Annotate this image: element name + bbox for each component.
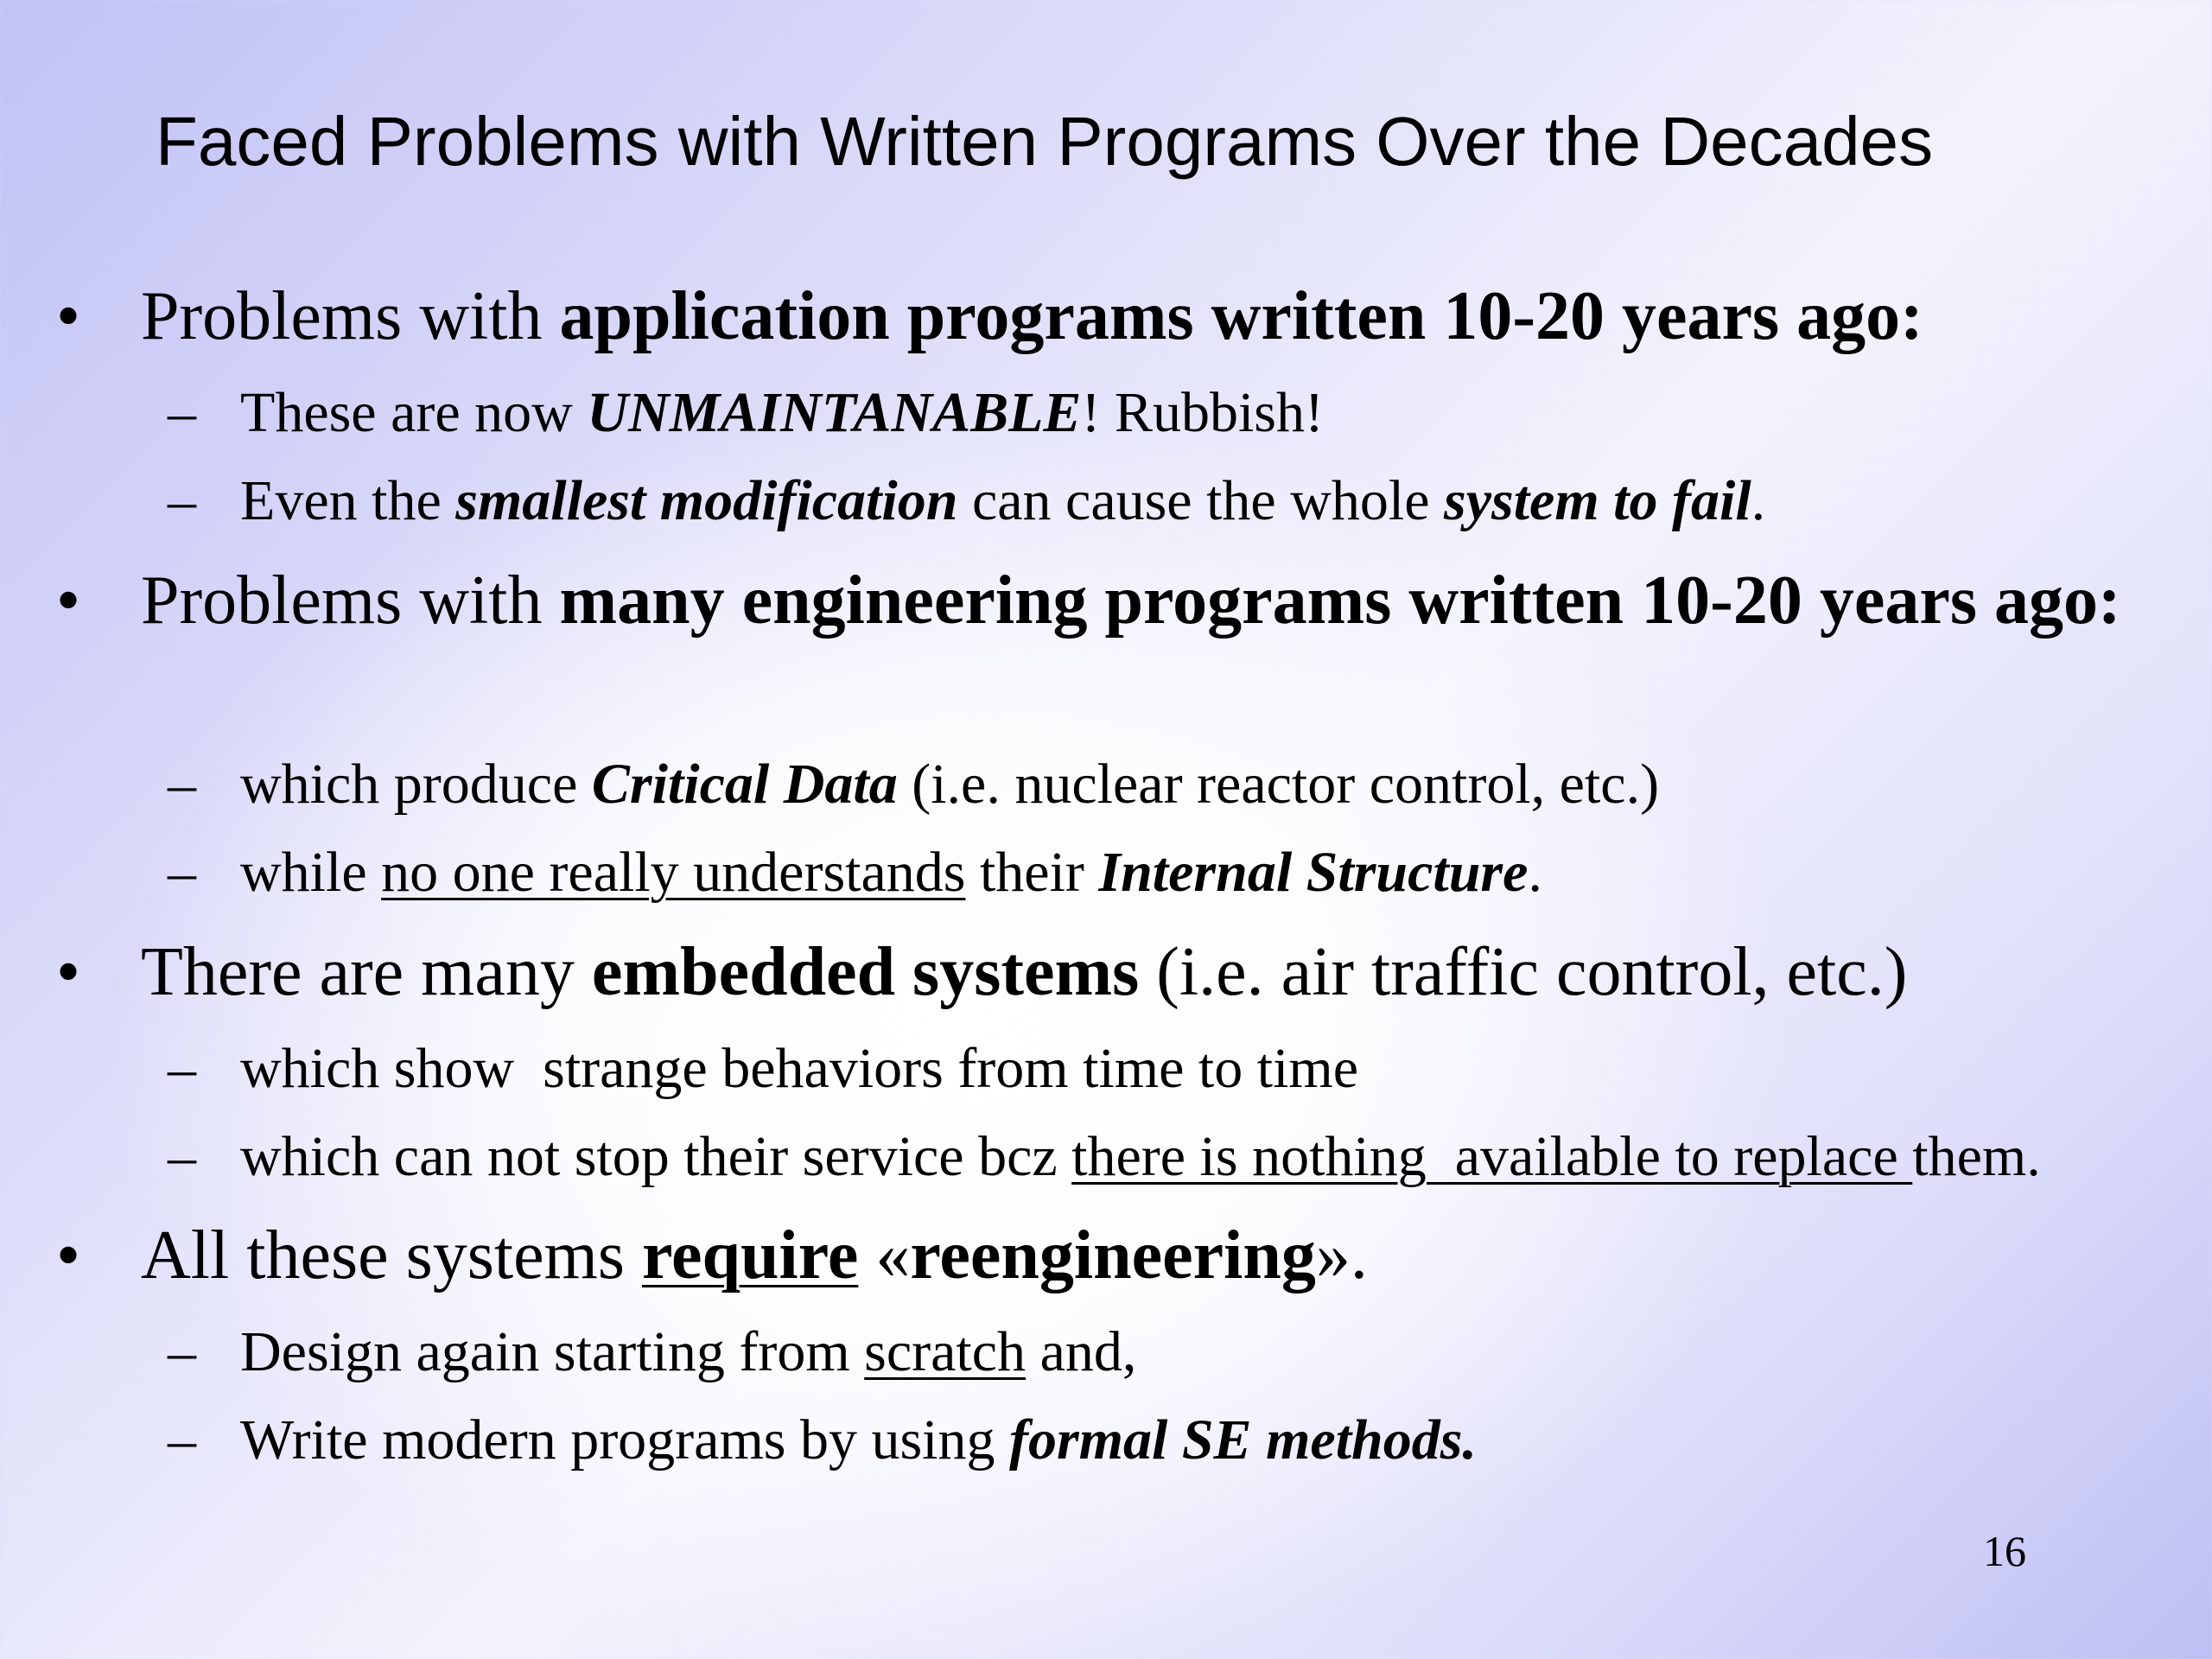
sub-bullet-underlined: there is nothing available to replace	[1071, 1125, 1913, 1188]
sub-bullet-emphasis: Critical Data	[591, 753, 898, 816]
bullet-marker: •	[56, 1217, 81, 1294]
bullet-marker: •	[56, 278, 81, 354]
bullet-2	[56, 556, 2212, 645]
bullet-2-sub-2	[168, 834, 1542, 912]
sub-bullet-emphasis: system to fail	[1444, 469, 1751, 532]
bullet-3-sub-2	[168, 1118, 2041, 1196]
bullet-4-sub-1	[168, 1313, 1137, 1391]
sub-bullet-marker: –	[168, 381, 196, 444]
sub-bullet-marker: –	[168, 1408, 196, 1471]
bullet-text: Problems with	[141, 563, 560, 639]
bullet-emphasis: many engineering programs written 10-20 years ago:	[559, 563, 2121, 639]
bullet-3	[56, 927, 1908, 1017]
bullet-emphasis: reengineering	[910, 1217, 1316, 1294]
sub-bullet-text: .	[1528, 841, 1542, 904]
sub-bullet-text: can cause the whole	[957, 469, 1445, 532]
sub-bullet-underlined: no one really understands	[381, 841, 966, 904]
sub-bullet-marker: –	[168, 469, 196, 532]
sub-bullet-text: ! Rubbish!	[1081, 381, 1324, 444]
sub-bullet-text: which can not stop their service bcz	[240, 1125, 1072, 1188]
sub-bullet-marker: –	[168, 1037, 196, 1100]
bullet-emphasis: embedded systems	[591, 934, 1140, 1010]
sub-bullet-marker: –	[168, 753, 196, 816]
sub-bullet-text: (i.e. nuclear reactor control, etc.)	[897, 753, 1660, 816]
sub-bullet-text: Even the	[240, 469, 456, 532]
sub-bullet-marker: –	[168, 1125, 196, 1188]
bullet-marker: •	[56, 563, 81, 639]
bullet-4	[56, 1211, 1368, 1300]
sub-bullet-text: These are now	[240, 381, 588, 444]
sub-bullet-text: them.	[1912, 1125, 2041, 1188]
page-number: 16	[1983, 1527, 2026, 1575]
bullet-text: All these systems	[141, 1217, 642, 1294]
bullet-text: There are many	[141, 934, 592, 1010]
sub-bullet-text: which produce	[240, 753, 592, 816]
bullet-marker: •	[56, 934, 81, 1010]
slide-title: Faced Problems with Written Programs Over the Decades	[156, 103, 1934, 180]
sub-bullet-text: Design again starting from	[240, 1320, 865, 1383]
bullet-1-sub-1	[168, 374, 1324, 452]
bullet-1-sub-2	[168, 462, 1766, 540]
bullet-text: Problems with	[141, 278, 560, 354]
bullet-4-sub-2	[168, 1402, 1477, 1479]
bullet-text: ».	[1315, 1217, 1368, 1294]
bullet-3-sub-1	[168, 1030, 1359, 1108]
bullet-text: «	[858, 1217, 911, 1294]
sub-bullet-underlined: scratch	[864, 1320, 1027, 1383]
sub-bullet-text: Write modern programs by using	[240, 1408, 1010, 1471]
sub-bullet-emphasis: Internal Structure	[1098, 841, 1529, 904]
bullet-emphasis-underlined: require	[641, 1217, 859, 1294]
sub-bullet-text: their	[965, 841, 1099, 904]
sub-bullet-emphasis: smallest modification	[455, 469, 958, 532]
sub-bullet-text: and,	[1026, 1320, 1137, 1383]
bullet-1	[56, 271, 1923, 361]
sub-bullet-emphasis: formal SE methods.	[1009, 1408, 1477, 1471]
sub-bullet-marker: –	[168, 841, 196, 904]
sub-bullet-text: while	[240, 841, 382, 904]
bullet-2-sub-1	[168, 746, 1660, 823]
sub-bullet-text: which show strange behaviors from time to time	[240, 1037, 1359, 1100]
bullet-emphasis: application programs written 10-20 years ago:	[559, 278, 1923, 354]
bullet-text: (i.e. air traffic control, etc.)	[1139, 934, 1908, 1010]
sub-bullet-marker: –	[168, 1320, 196, 1383]
sub-bullet-text: .	[1751, 469, 1766, 532]
sub-bullet-emphasis: UNMAINTANABLE	[587, 381, 1082, 444]
